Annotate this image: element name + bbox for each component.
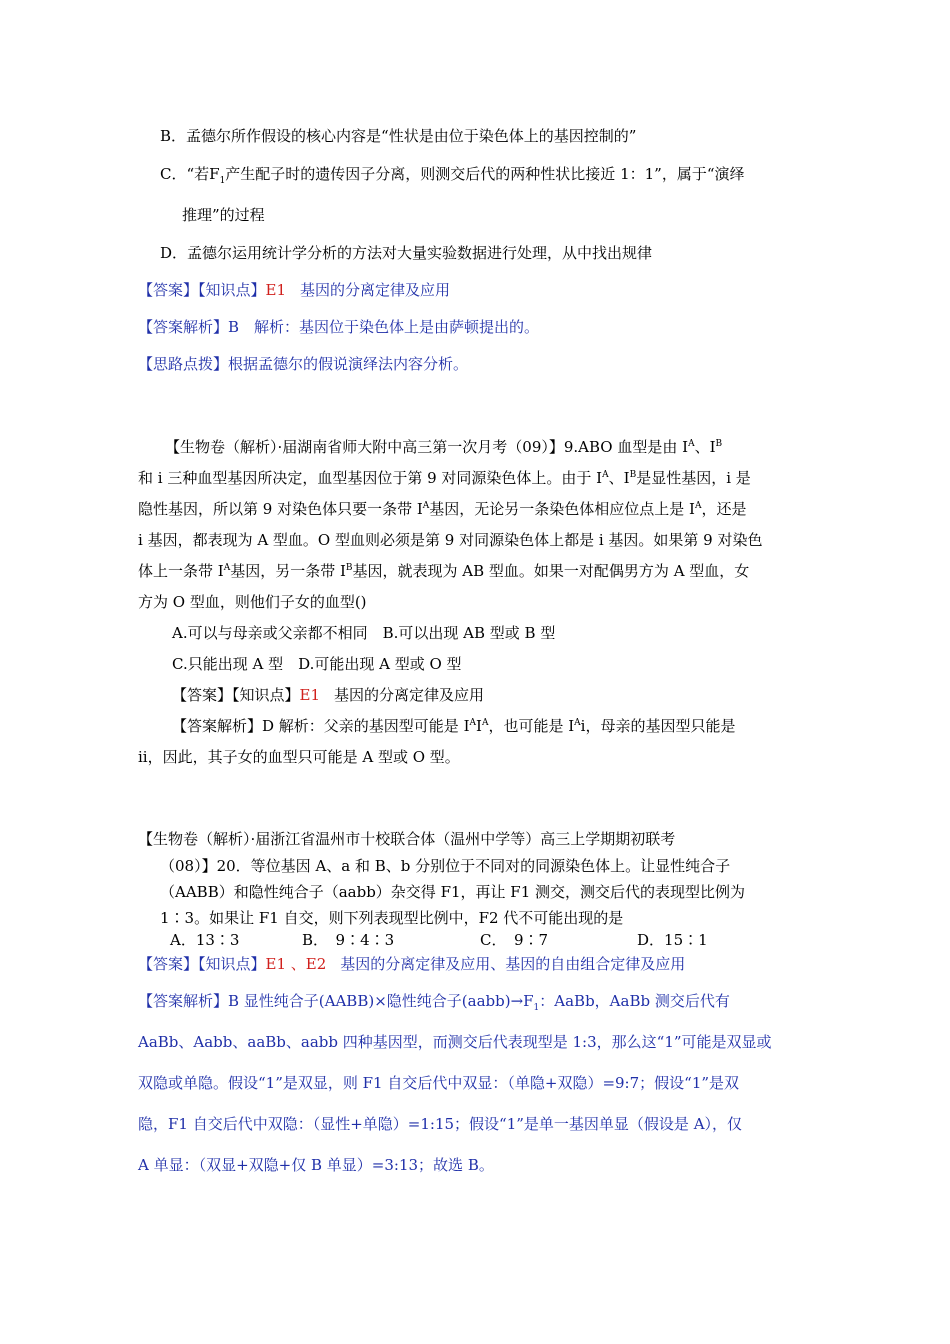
q3-analysis-line5: A 单显：（双显+双隐+仅 B 单显）=3:13；故选 B。 xyxy=(138,1156,494,1174)
q3-option-b: B． 9∶4∶3 xyxy=(302,931,395,949)
q3-option-c: C． 9∶7 xyxy=(480,931,549,949)
q2-analysis-line2: ii，因此，其子女的血型只可能是 A 型或 O 型。 xyxy=(138,748,460,766)
q3-answer-line: 【答案】【知识点】E1 、E2 基因的分离定律及应用、基因的自由组合定律及应用 xyxy=(138,955,686,973)
q2-options-cd: C.只能出现 A 型 D.可能出现 A 型或 O 型 xyxy=(172,655,462,673)
q2-stem-line5: 体上一条带 $I^A$基因，另一条带 $I^B$基因，就表现为 AB 型血。如果一对配偶男方为 A 型血，女 xyxy=(138,562,750,580)
q1-option-d: D．孟德尔运用统计学分析的方法对大量实验数据进行处理，从中找出规律 xyxy=(160,244,653,262)
q3-analysis-line1: 【答案解析】B 显性纯合子(AABB)×隐性纯合子$(aabb)\to F_1$：AaBb，AaBb 测交后代有 xyxy=(138,992,730,1013)
q3-stem-line2: （08）】20．等位基因 A、a 和 B、b 分别位于不同对的同源染色体上。让显性纯合子 xyxy=(160,857,731,875)
q2-analysis-line1: 【答案解析】D 解析：父亲的基因型可能是 $I^AI^A$，也可能是 $I^Ai$，母亲的基因型只能是 xyxy=(172,717,736,735)
q3-stem-line4: 1∶3。如果让 F1 自交，则下列表现型比例中，F2 代不可能出现的是 xyxy=(160,909,624,927)
q1-hint: 【思路点拨】根据孟德尔的假说演绎法内容分析。 xyxy=(138,355,469,373)
q1-option-c-line1: C．“若$F_1$产生配子时的遗传因子分离，则测交后代的两种性状比接近 1：1”，属于“演绎 xyxy=(160,165,745,186)
q1-analysis: 【答案解析】B 解析：基因位于染色体上是由萨顿提出的。 xyxy=(138,318,540,336)
q2-stem-line3: 隐性基因，所以第 9 对染色体只要一条带 $I^A$基因，无论另一条染色体相应位点上是 $I^A$，还是 xyxy=(138,500,747,518)
q2-stem-line4: i 基因，都表现为 A 型血。O 型血则必须是第 9 对同源染色体上都是 i 基因。如果第 9 对染色 xyxy=(138,531,763,549)
q1-option-c-line2: 推理”的过程 xyxy=(182,206,265,224)
q3-analysis-line4: 隐，F1 自交后代中双隐：（显性+单隐）=1:15；假设“1”是单一基因单显（假设是 A），仅 xyxy=(138,1115,743,1133)
q2-answer-line: 【答案】【知识点】E1 基因的分离定律及应用 xyxy=(172,686,485,704)
q3-analysis-line2: AaBb、Aabb、aaBb、aabb 四种基因型，而测交后代表现型是 1:3，那么这“1”可能是双显或 xyxy=(138,1033,772,1051)
q2-stem-line6: 方为 O 型血，则他们子女的血型() xyxy=(138,593,367,611)
q1-answer-line: 【答案】【知识点】E1 基因的分离定律及应用 xyxy=(138,281,451,299)
q3-option-d: D．15∶1 xyxy=(637,931,708,949)
q2-stem-line2: 和 i 三种血型基因所决定，血型基因位于第 9 对同源染色体上。由于 $I^A$、$I^B$是显性基因，i 是 xyxy=(138,469,751,487)
q1-option-b: B．孟德尔所作假设的核心内容是“性状是由位于染色体上的基因控制的” xyxy=(160,127,637,145)
q3-analysis-line3: 双隐或单隐。假设“1”是双显，则 F1 自交后代中双显：（单隐+双隐）=9:7；假设“1”是双 xyxy=(138,1074,740,1092)
q2-stem-line1: 【生物卷（解析）·届湖南省师大附中高三第一次月考（09）】9.ABO 血型是由 $I^A$、$I^B$ xyxy=(165,438,723,456)
q2-options-ab: A.可以与母亲或父亲都不相同 B.可以出现 AB 型或 B 型 xyxy=(172,624,556,642)
q3-option-a: A．13∶3 xyxy=(170,931,240,949)
q3-stem-line1: 【生物卷（解析）·届浙江省温州市十校联合体（温州中学等）高三上学期期初联考 xyxy=(138,830,676,848)
q3-stem-line3: （AABB）和隐性纯合子（aabb）杂交得 F1，再让 F1 测交，测交后代的表现型比例为 xyxy=(160,883,746,901)
